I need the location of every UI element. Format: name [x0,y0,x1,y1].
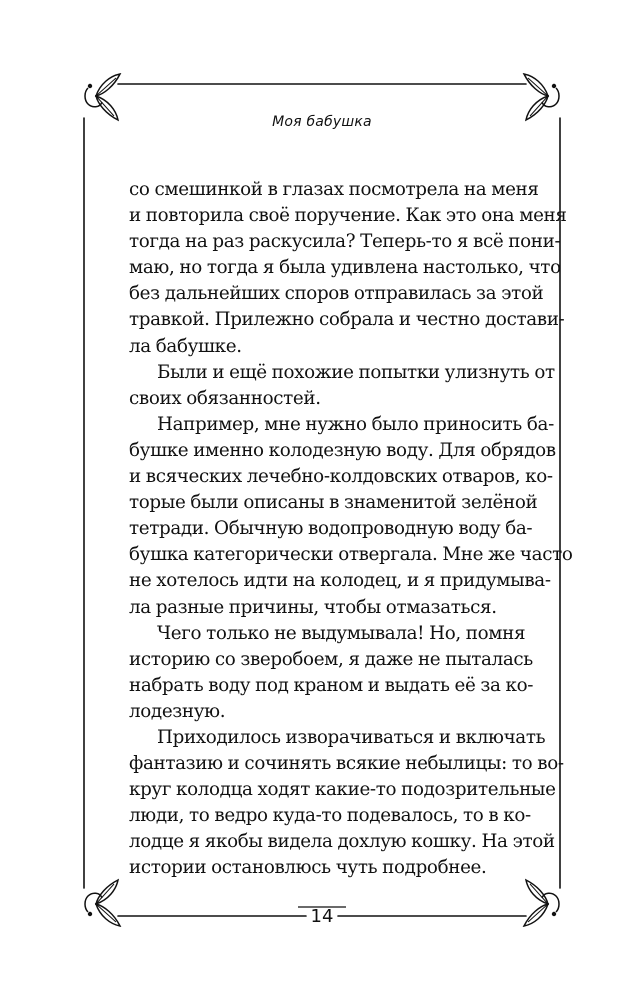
text-line: лодезную. [129,700,226,722]
text-line: Чего только не выдумывала! Но, помня [157,622,526,644]
text-line: травкой. Прилежно собрала и честно достави- [129,309,565,331]
paragraph [129,360,555,412]
text-line: тогда на раз раскусила? Теперь-то я всё пони- [129,231,561,253]
text-line: и всяческих лечебно-колдовских отваров, ко- [129,466,553,488]
text-line: торые были описаны в знаменитой зелёной [129,492,538,514]
paragraph [129,621,534,725]
text-line: со смешинкой в глазах посмотрела на меня [129,179,539,200]
text-line: не хотелось идти на колодец, и я придумыва- [129,570,551,592]
text-line: лодце я якобы видела дохлую кошку. На этой [129,831,555,853]
text-line: ла разные причины, чтобы отмазаться. [129,596,497,618]
running-head: Моя бабушка [272,114,372,130]
text-line: люди, то ведро куда-то подевалось, то в ко- [129,805,531,827]
paragraph [129,725,564,882]
text-line: Были и ещё похожие попытки улизнуть от [157,361,555,383]
text-line: набрать воду под краном и выдать её за ко- [129,674,534,696]
text-line: бушке именно колодезную воду. Для обрядов [129,439,556,461]
text-line: Например, мне нужно было приносить ба- [157,413,554,435]
text-line: круг колодца ходят какие-то подозрительные [129,779,556,801]
text-line: историю со зверобоем, я даже не пыталась [129,648,533,670]
text-line: истории остановлюсь чуть подробнее. [129,857,487,879]
page-number: 14 [310,906,334,927]
paragraph [129,177,567,360]
text-line: тетради. Обычную водопроводную воду ба- [129,518,533,540]
text-line: Приходилось изворачиваться и включать [157,726,546,748]
body-text [129,177,573,882]
text-line: своих обязанностей. [129,387,321,409]
text-line: ла бабушке. [129,335,242,357]
text-line: фантазию и сочинять всякие небылицы: то во- [129,753,564,775]
text-line: без дальнейших споров отправилась за этой [129,283,544,305]
text-line: маю, но тогда я была удивлена настолько, что [129,257,561,279]
text-line: и повторила своё поручение. Как это она меня [129,205,567,227]
paragraph [129,412,573,621]
text-line: бушка категорически отвергала. Мне же часто [129,544,573,566]
